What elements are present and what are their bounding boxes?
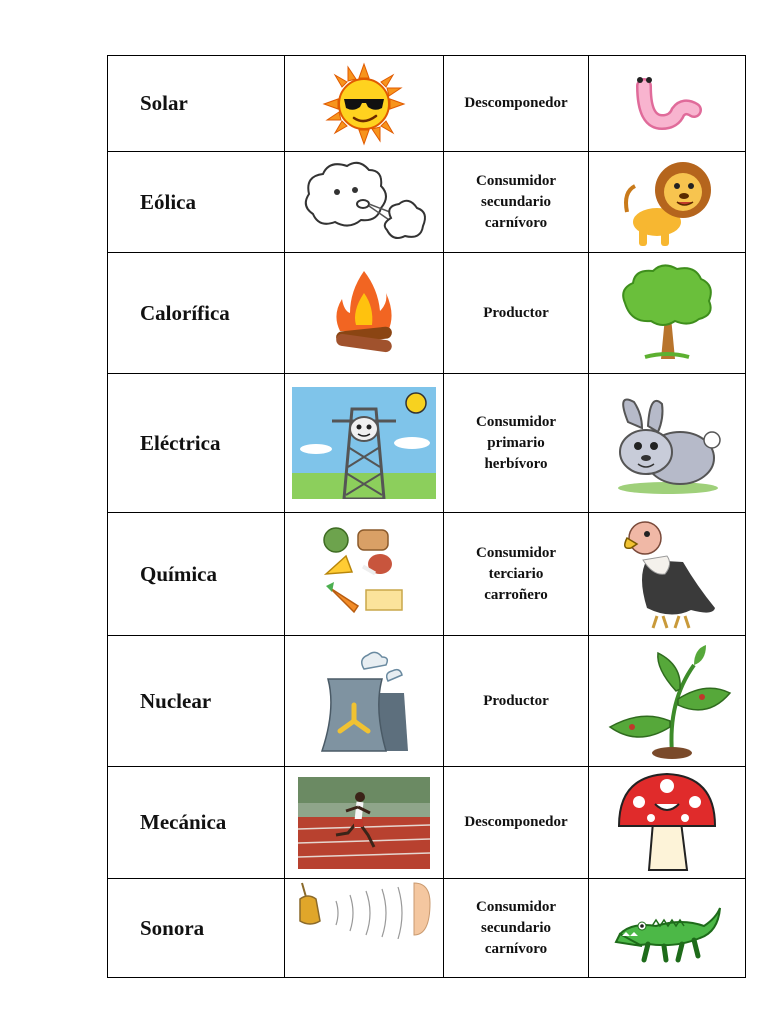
role-line: carroñero xyxy=(484,586,548,603)
energy-name: Calorífica xyxy=(108,253,285,374)
table-row xyxy=(108,253,746,374)
campfire-icon xyxy=(285,253,444,374)
power-tower-icon xyxy=(285,374,444,513)
energy-name: Mecánica xyxy=(108,767,285,879)
energy-name: Eléctrica xyxy=(108,374,285,513)
role-line: Descomponedor xyxy=(464,95,568,111)
table-row xyxy=(108,56,746,152)
crocodile-icon xyxy=(589,879,746,978)
role-line: secundario xyxy=(480,919,551,936)
lion-icon xyxy=(589,152,746,253)
role-cell xyxy=(444,636,589,767)
role-line: carnívoro xyxy=(484,214,548,231)
rabbit-icon xyxy=(589,374,746,513)
table-row xyxy=(108,513,746,636)
role-cell xyxy=(444,374,589,513)
role-line: Consumidor xyxy=(475,544,557,561)
vulture-icon xyxy=(589,513,746,636)
runner-icon xyxy=(285,767,444,879)
table-row xyxy=(108,374,746,513)
role-cell xyxy=(444,879,589,978)
role-line: Productor xyxy=(483,304,549,321)
energy-name: Solar xyxy=(108,56,285,152)
energy-name: Nuclear xyxy=(108,636,285,767)
sun-with-sunglasses-icon xyxy=(285,56,444,152)
role-line: secundario xyxy=(480,193,551,210)
tree-icon xyxy=(589,253,746,374)
role-line: Consumidor xyxy=(475,172,557,189)
role-line: carnívoro xyxy=(484,940,548,957)
role-cell xyxy=(444,253,589,374)
role-line: herbívoro xyxy=(484,455,548,472)
table-row xyxy=(108,152,746,253)
role-cell xyxy=(444,767,589,879)
bell-sound-icon xyxy=(285,879,444,978)
sprout-icon xyxy=(589,636,746,767)
worm-icon xyxy=(589,56,746,152)
role-cell xyxy=(444,513,589,636)
role-cell xyxy=(444,56,589,152)
mushroom-icon xyxy=(589,767,746,879)
food-icon xyxy=(285,513,444,636)
energy-ecosystem-table xyxy=(107,55,746,978)
energy-name: Química xyxy=(108,513,285,636)
blowing-cloud-icon xyxy=(285,152,444,253)
role-line: Consumidor xyxy=(475,898,557,915)
role-line: primario xyxy=(487,434,545,451)
table-row xyxy=(108,879,746,978)
energy-name: Eólica xyxy=(108,152,285,253)
table-row xyxy=(108,767,746,879)
role-line: Consumidor xyxy=(475,413,557,430)
table-row xyxy=(108,636,746,767)
nuclear-plant-icon xyxy=(285,636,444,767)
role-cell xyxy=(444,152,589,253)
role-line: Productor xyxy=(483,692,549,709)
energy-name: Sonora xyxy=(108,879,285,978)
role-line: Descomponedor xyxy=(464,814,568,830)
role-line: terciario xyxy=(488,565,544,582)
